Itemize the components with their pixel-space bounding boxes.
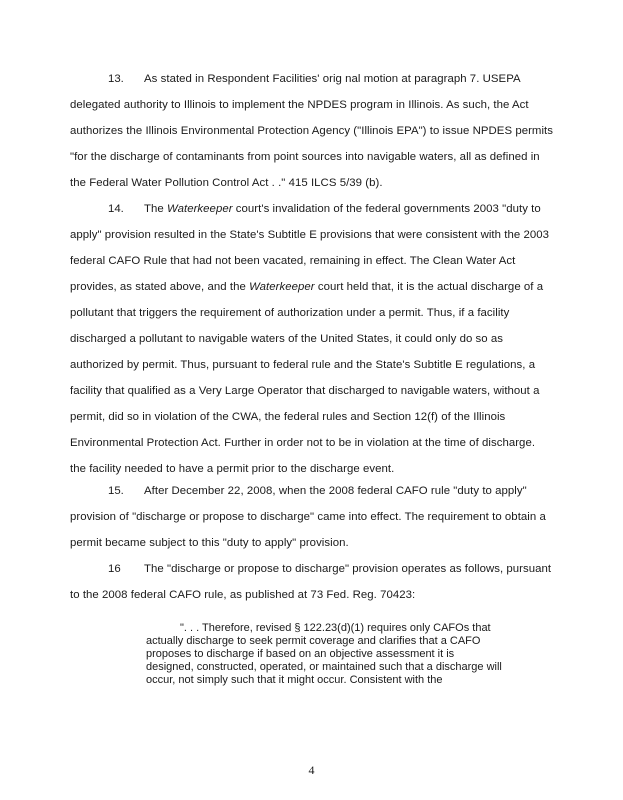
quote-line-5: occur, not simply such that it might occur. Consistent with the	[146, 674, 443, 686]
paragraph-13-line-1: As stated in Respondent Facilities' orig nal motion at paragraph 7. USEPA	[144, 73, 521, 85]
paragraph-14-number: 14.	[108, 203, 124, 215]
paragraph-14-line-4-post: court held that, it is the actual discharge of a	[314, 281, 544, 293]
quote-line-1: ". . . Therefore, revised § 122.23(d)(1) requires only CAFOs that	[180, 622, 491, 634]
paragraph-13-line-4: "for the discharge of contaminants from point sources into navigable waters, all as defined in	[70, 151, 540, 163]
waterkeeper-case-name: Waterkeeper	[167, 203, 233, 215]
paragraph-16-line-2: to the 2008 federal CAFO rule, as published at 73 Fed. Reg. 70423:	[70, 589, 416, 601]
paragraph-14-line-10: Environmental Protection Act. Further in order not to be in violation at the time of discharge.	[70, 437, 536, 449]
paragraph-16-number: 16	[108, 563, 121, 575]
paragraph-14-line-5: pollutant that triggers the requirement of authorization under a permit. Thus, if a facility	[70, 307, 510, 319]
quote-line-3: proposes to discharge if based on an objective assessment it is	[146, 648, 455, 660]
paragraph-14-line-9: permit, did so in violation of the CWA, the federal rules and Section 12(f) of the Illinois	[70, 411, 506, 423]
paragraph-13-number: 13.	[108, 73, 124, 85]
paragraph-14-line-7: authorized by permit. Thus, pursuant to federal rule and the State's Subtitle E regulations, a	[70, 359, 536, 371]
paragraph-14-line-2: apply" provision resulted in the State's Subtitle E provisions that were consistent with the 2003	[70, 229, 549, 241]
paragraph-15-line-3: permit became subject to this "duty to apply" provision.	[70, 537, 349, 549]
paragraph-16-line-1: The "discharge or propose to discharge" provision operates as follows, pursuant	[144, 563, 552, 575]
quote-line-4: designed, constructed, operated, or maintained such that a discharge will	[146, 661, 502, 673]
paragraph-14-line-1	[144, 202, 541, 216]
waterkeeper-case-name-2: Waterkeeper	[249, 281, 315, 293]
paragraph-14-line-11: the facility needed to have a permit prior to the discharge event.	[70, 463, 395, 475]
quote-line-2: actually discharge to seek permit coverage and clarifies that a CAFO	[146, 635, 481, 647]
paragraph-15-number: 15.	[108, 485, 124, 497]
paragraph-14-line-1-post: court's invalidation of the federal governments 2003 "duty to	[232, 203, 541, 215]
paragraph-13-line-3: authorizes the Illinois Environmental Protection Agency ("Illinois EPA") to issue NPDES permits	[70, 125, 554, 137]
paragraph-14-line-6: discharged a pollutant to navigable waters of the United States, it could only do so as	[70, 333, 504, 345]
paragraph-13-line-5: the Federal Water Pollution Control Act . ." 415 ILCS 5/39 (b).	[70, 177, 383, 189]
paragraph-14-line-1-pre: The	[144, 203, 167, 215]
paragraph-14-line-4	[70, 280, 543, 294]
paragraph-14-line-4-pre: provides, as stated above, and the	[70, 281, 250, 293]
paragraph-13-line-2: delegated authority to Illinois to implement the NPDES program in Illinois. As such, the Act	[70, 99, 529, 111]
page-number: 4	[308, 763, 315, 777]
paragraph-14-line-8: facility that qualified as a Very Large Operator that discharged to navigable waters, without a	[70, 385, 540, 397]
paragraph-15-line-1: After December 22, 2008, when the 2008 federal CAFO rule "duty to apply"	[144, 485, 527, 497]
paragraph-15-line-2: provision of "discharge or propose to discharge" came into effect. The requirement to obtain a	[70, 511, 546, 523]
paragraph-14-line-3: federal CAFO Rule that had not been vacated, remaining in effect. The Clean Water Act	[70, 255, 516, 267]
